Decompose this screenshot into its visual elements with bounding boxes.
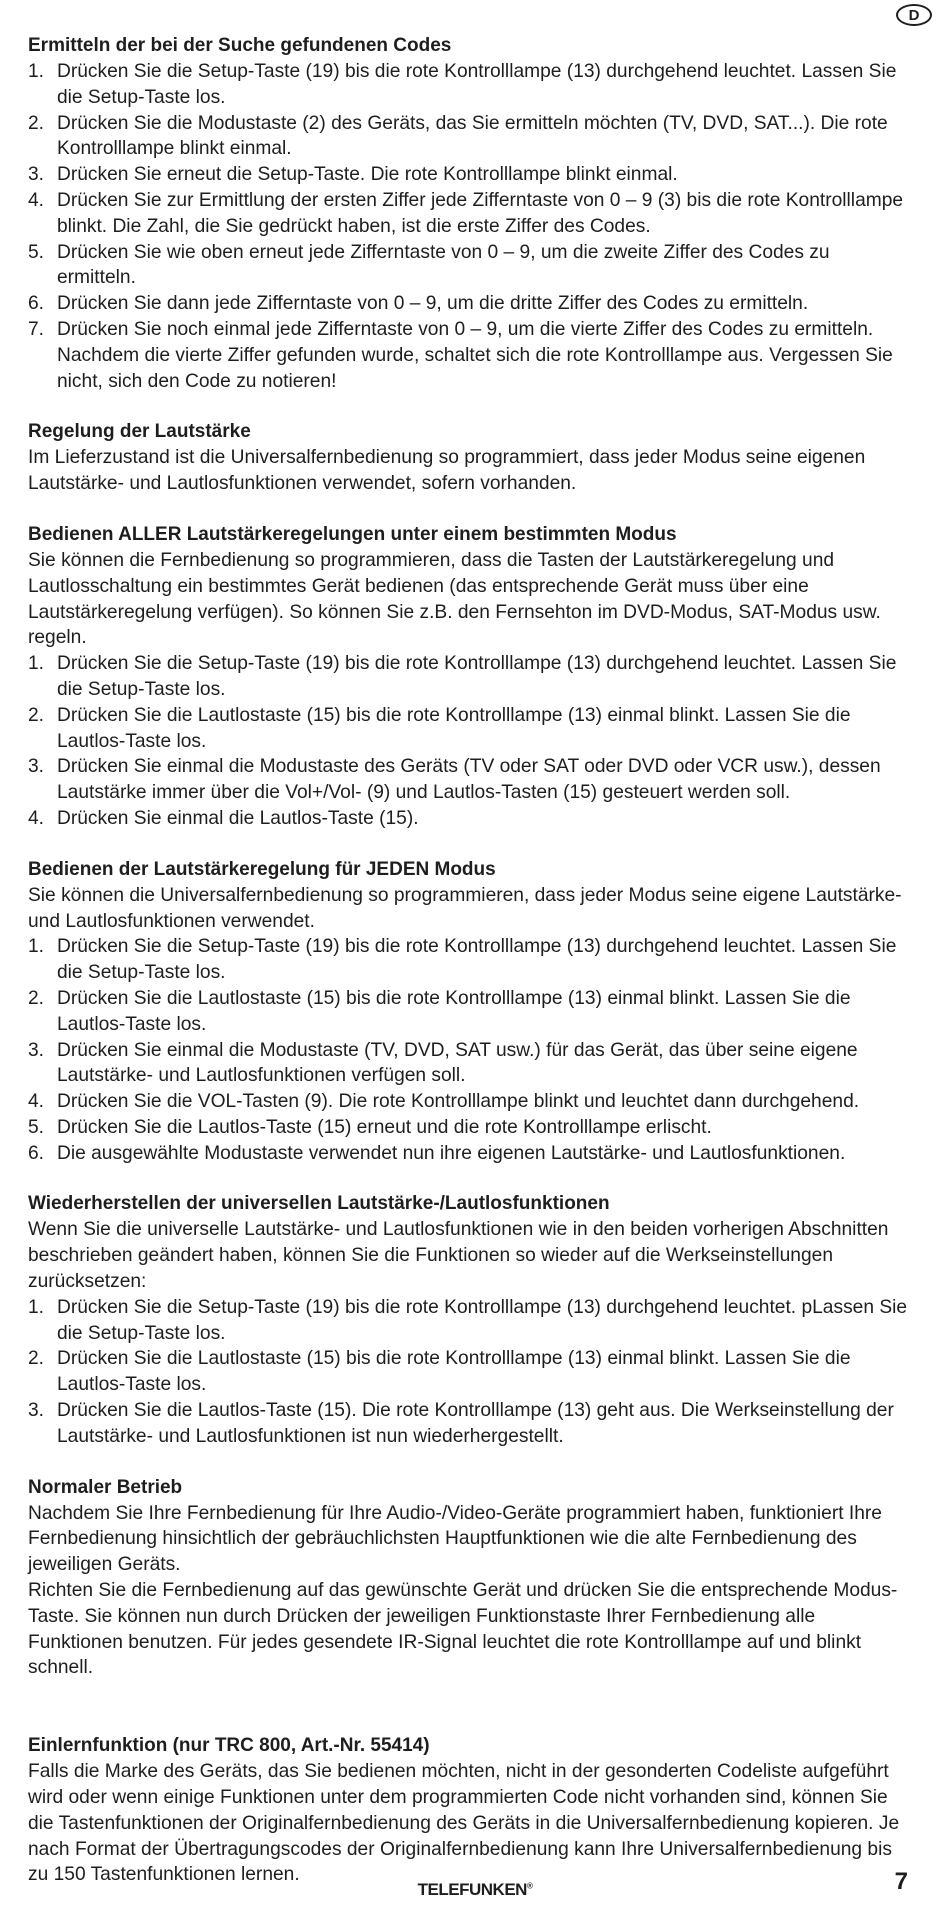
list-item — [28, 1295, 908, 1347]
manual-page — [28, 33, 908, 1913]
step-text: Drücken Sie wie oben erneut jede Zifferntaste von 0 – 9, um die zweite Ziffer des Codes zu ermitteln. — [57, 241, 830, 289]
step-text: Drücken Sie zur Ermittlung der ersten Ziffer jede Zifferntaste von 0 – 9 (3) bis die rote Kontrolllampe blinkt. Die Zahl, die Sie gedrückt haben, ist die erste Ziffer des Codes. — [57, 189, 904, 237]
list-item — [28, 986, 908, 1038]
steps-list — [28, 59, 908, 394]
section-heading: Bedienen ALLER Lautstärkeregelungen unter einem bestimmten Modus — [28, 523, 677, 545]
language-badge-label: D — [908, 6, 920, 24]
step-text: Drücken Sie einmal die Lautlos-Taste (15). — [57, 807, 419, 829]
step-number: 2. — [28, 112, 45, 134]
step-text: Drücken Sie die Lautlos-Taste (15). Die rote Kontrolllampe (13) geht aus. Die Werkseinstellung der Lautstärke- und Lautlosfunktionen ist nun wiederhergestellt. — [57, 1400, 894, 1447]
step-number: 3. — [28, 1039, 45, 1061]
section-paragraph: Wenn Sie die universelle Lautstärke- und Lautlosfunktionen wie in den beiden vorherigen Abschnitten beschrieben geändert haben, können Sie die Funktionen so wieder auf die Werkseinstellungen zurücksetzen: — [28, 1219, 889, 1293]
section-heading: Regelung der Lautstärke — [28, 421, 251, 443]
section-paragraph: Nachdem Sie Ihre Fernbedienung für Ihre Audio-/Video-Geräte programmiert haben, funktioniert Ihre Fernbedienung hinsichtlich der gebräuchlichsten Hauptfunktionen wie die alte Fernbedienung des jeweiligen Geräts. — [28, 1502, 882, 1576]
section-paragraph: Im Lieferzustand ist die Universalfernbedienung so programmiert, dass jeder Modus seine eigenen Lautstärke- und Lautlosfunktionen verwendet, sofern vorhanden. — [28, 447, 866, 495]
registered-mark: ® — [526, 1881, 533, 1891]
step-text: Drücken Sie die Lautlostaste (15) bis die rote Kontrolllampe (13) einmal blinkt. Lassen Sie die Lautlos-Taste los. — [57, 704, 851, 752]
list-item — [28, 291, 908, 317]
step-number: 3. — [28, 756, 45, 778]
step-number: 1. — [28, 653, 45, 675]
list-item — [28, 188, 908, 240]
step-number: 5. — [28, 1116, 45, 1138]
step-number: 4. — [28, 189, 45, 211]
list-item — [28, 1038, 908, 1090]
list-item — [28, 59, 908, 111]
list-item — [28, 934, 908, 986]
step-number: 6. — [28, 1142, 45, 1164]
list-item — [28, 1346, 908, 1398]
section-all-volume-one-mode — [28, 522, 908, 832]
list-item — [28, 317, 908, 394]
list-item — [28, 240, 908, 292]
list-item — [28, 1089, 908, 1115]
step-number: 5. — [28, 241, 45, 263]
section-paragraph: Richten Sie die Fernbedienung auf das gewünschte Gerät und drücken Sie die entsprechende Modus-Taste. Sie können nun durch Drücken der jeweiligen Funktionstaste Ihrer Fernbedienung alle Funktionen benutzen. Für jedes gesendete IR-Signal leuchtet die rote Kontrolllampe auf und blinkt schnell. — [28, 1580, 898, 1679]
step-text: Drücken Sie die Modustaste (2) des Geräts, das Sie ermitteln möchten (TV, DVD, SAT...). Die rote Kontrolllampe blinkt einmal. — [57, 112, 888, 160]
step-number: 2. — [28, 987, 45, 1009]
step-text: Drücken Sie die Setup-Taste (19) bis die rote Kontrolllampe (13) durchgehend leuchtet. Lassen Sie die Setup-Taste los. — [57, 61, 897, 108]
step-text: Drücken Sie einmal die Modustaste (TV, DVD, SAT usw.) für das Gerät, das über seine eigene Lautstärke- und Lautlosfunktionen verfügen soll. — [57, 1039, 858, 1087]
brand-name: TELEFUNKEN — [417, 1880, 527, 1899]
step-text: Drücken Sie die Lautlostaste (15) bis die rote Kontrolllampe (13) einmal blinkt. Lassen Sie die Lautlos-Taste los. — [57, 1348, 851, 1396]
step-text: Drücken Sie dann jede Zifferntaste von 0 – 9, um die dritte Ziffer des Codes zu ermitteln. — [57, 293, 809, 315]
step-number: 4. — [28, 1091, 45, 1113]
section-paragraph: Sie können die Universalfernbedienung so programmieren, dass jeder Modus seine eigene Lautstärke- und Lautlosfunktionen verwendet. — [28, 884, 902, 932]
step-text: Drücken Sie die Setup-Taste (19) bis die rote Kontrolllampe (13) durchgehend leuchtet. Lassen Sie die Setup-Taste los. — [57, 936, 897, 984]
step-number: 2. — [28, 704, 45, 726]
section-code-search — [28, 33, 908, 394]
step-number: 1. — [28, 936, 45, 958]
step-text: Drücken Sie die Lautlostaste (15) bis die rote Kontrolllampe (13) einmal blinkt. Lassen Sie die Lautlos-Taste los. — [57, 987, 851, 1035]
step-number: 7. — [28, 318, 45, 340]
step-text: Drücken Sie erneut die Setup-Taste. Die rote Kontrolllampe blinkt einmal. — [57, 164, 678, 186]
section-heading: Ermitteln der bei der Suche gefundenen Codes — [28, 35, 452, 56]
section-heading: Bedienen der Lautstärkeregelung für JEDEN Modus — [28, 858, 496, 880]
list-item — [28, 754, 908, 806]
list-item — [28, 1115, 908, 1141]
step-text: Die ausgewählte Modustaste verwendet nun ihre eigenen Lautstärke- und Lautlosfunktionen. — [57, 1142, 846, 1164]
section-volume-each-mode — [28, 857, 908, 1167]
section-heading: Einlernfunktion (nur TRC 800, Art.-Nr. 55414) — [28, 1735, 430, 1757]
page-number: 7 — [894, 1868, 908, 1895]
list-item — [28, 806, 908, 832]
step-text: Drücken Sie einmal die Modustaste des Geräts (TV oder SAT oder DVD oder VCR usw.), dessen Lautstärke immer über die Vol+/Vol- (9) und Lautlos-Tasten (15) gesteuert werden soll. — [57, 756, 881, 804]
step-text: Drücken Sie die VOL-Tasten (9). Die rote Kontrolllampe blinkt und leuchtet dann durchgehend. — [57, 1091, 860, 1113]
list-item — [28, 162, 908, 188]
steps-list — [28, 1295, 908, 1450]
step-number: 3. — [28, 1400, 45, 1422]
step-number: 1. — [28, 1296, 45, 1318]
step-number: 2. — [28, 1348, 45, 1370]
steps-list — [28, 651, 908, 832]
list-item — [28, 111, 908, 163]
step-text: Drücken Sie die Setup-Taste (19) bis die rote Kontrolllampe (13) durchgehend leuchtet. Lassen Sie die Setup-Taste los. — [57, 653, 897, 700]
step-text: Drücken Sie die Lautlos-Taste (15) erneut und die rote Kontrolllampe erlischt. — [57, 1116, 712, 1138]
list-item — [28, 651, 908, 703]
step-number: 1. — [28, 61, 45, 82]
section-paragraph: Falls die Marke des Geräts, das Sie bedienen möchten, nicht in der gesonderten Codeliste aufgeführt wird oder wenn einige Funktionen unter dem programmierten Code nicht vorhanden sind, können Sie die Tastenfunktionen der Originalfernbedienung des Geräts in die Universalfernbedienung kopieren. Je nach Format der Übertragungscodes der Originalfernbedienung kann Ihre Universalfernbedienung bis zu 150 Tastenfunktionen lernen. — [28, 1761, 900, 1886]
section-volume-control — [28, 419, 908, 497]
section-heading: Normaler Betrieb — [28, 1476, 183, 1498]
step-text: Drücken Sie noch einmal jede Zifferntaste von 0 – 9, um die vierte Ziffer des Codes zu ermitteln. Nachdem die vierte Ziffer gefunden wurde, schaltet sich die rote Kontrolllampe aus. Vergessen Sie nicht, sich den Code zu notieren! — [57, 318, 893, 392]
section-restore-universal-volume — [28, 1191, 908, 1449]
section-heading: Wiederherstellen der universellen Lautstärke-/Lautlosfunktionen — [28, 1193, 610, 1215]
step-text: Drücken Sie die Setup-Taste (19) bis die rote Kontrolllampe (13) durchgehend leuchtet. pLassen Sie die Setup-Taste los. — [57, 1296, 908, 1344]
section-normal-operation — [28, 1475, 908, 1682]
telefunken-logo — [418, 1880, 533, 1900]
section-paragraph: Sie können die Fernbedienung so programmieren, dass die Tasten der Lautstärkeregelung und Lautlosschaltung ein bestimmtes Gerät bedienen (das entsprechende Gerät muss über eine Lautstärkeregelung verfügen). So können Sie z.B. den Fernsehton im DVD-Modus, SAT-Modus usw. regeln. — [28, 549, 881, 649]
step-number: 3. — [28, 164, 45, 186]
step-number: 6. — [28, 293, 45, 315]
list-item — [28, 1141, 908, 1167]
language-badge — [896, 4, 932, 26]
steps-list — [28, 934, 908, 1166]
list-item — [28, 1398, 908, 1450]
step-number: 4. — [28, 807, 45, 829]
list-item — [28, 703, 908, 755]
